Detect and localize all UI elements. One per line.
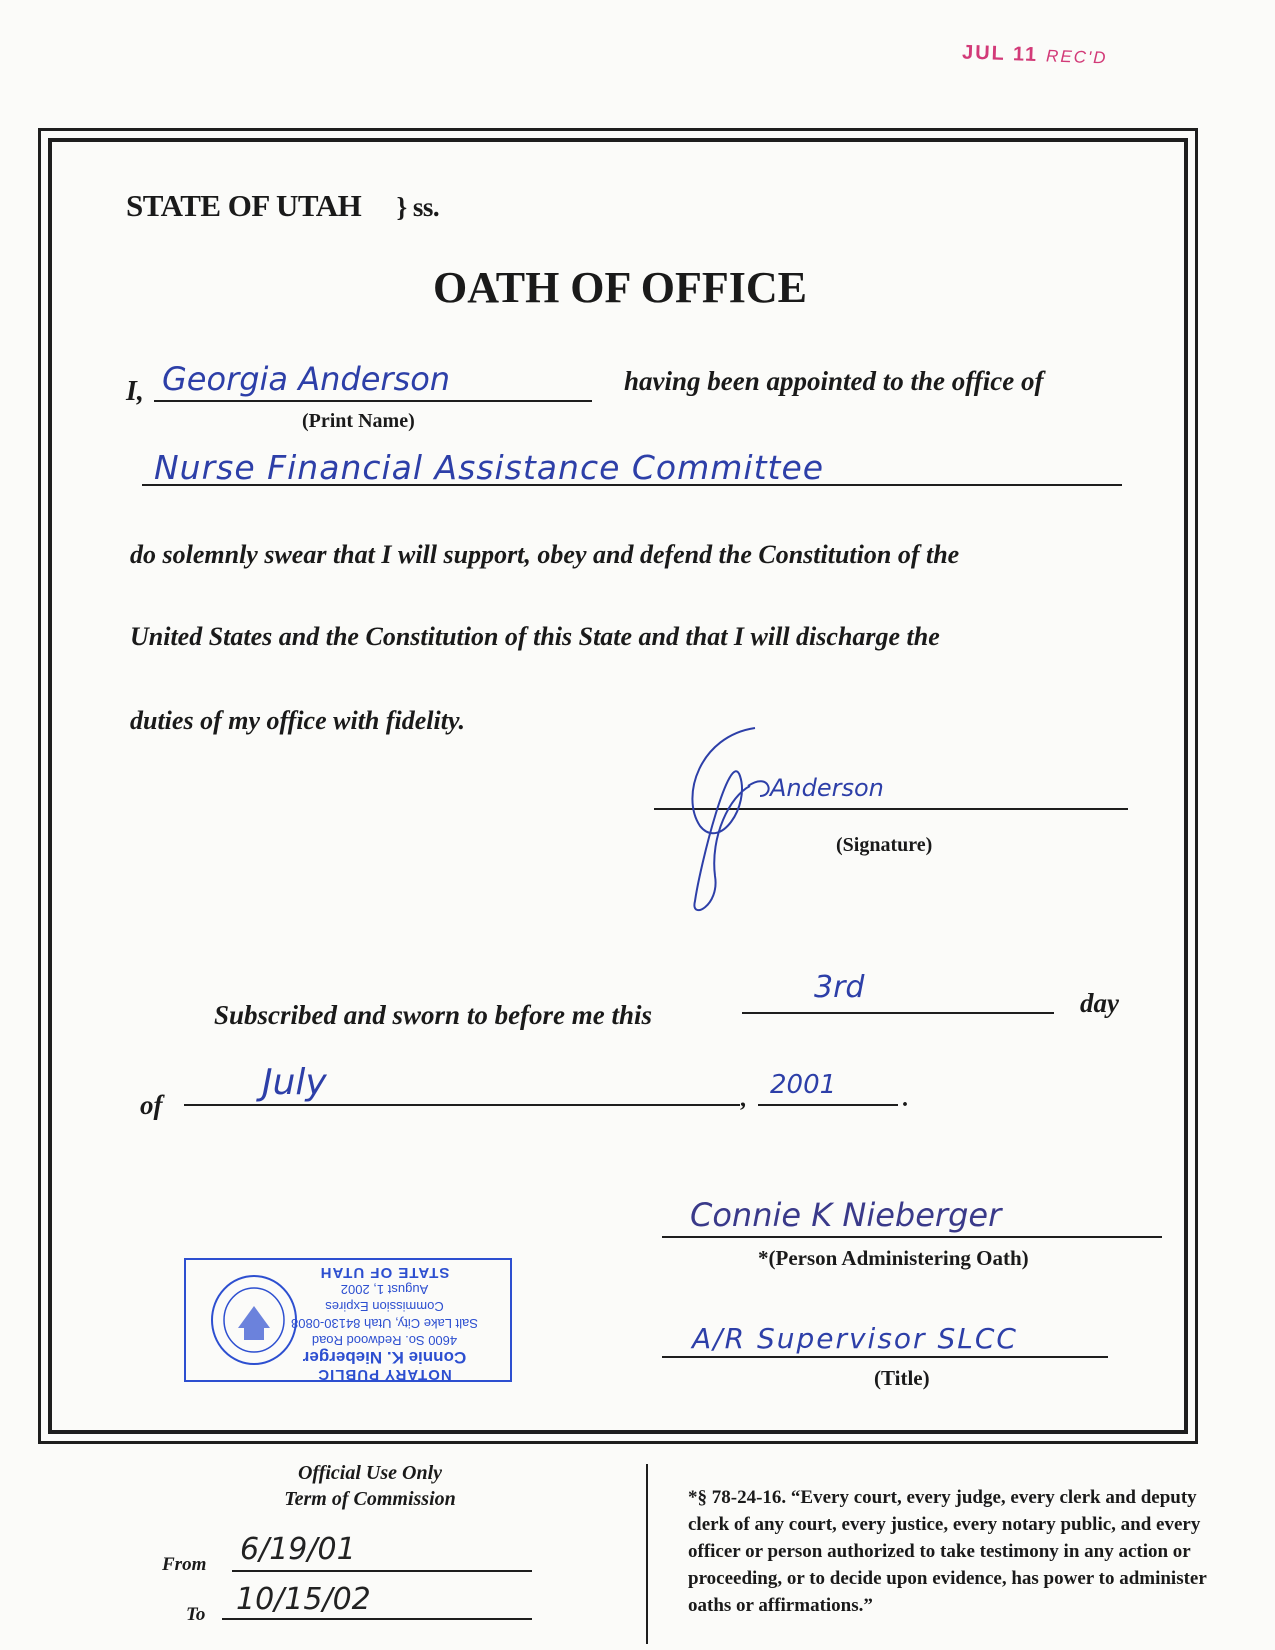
print-name-label: (Print Name) [302,410,415,432]
administrator-signature: Connie K Nieberger [690,1196,1002,1234]
commission-expires-date: August 1, 2002 [340,1282,429,1297]
name-handwritten: Georgia Anderson [162,360,451,398]
oath-line-2: United States and the Constitution of this State and that I will discharge the [130,622,940,651]
year-handwritten: 2001 [770,1070,837,1100]
notary-address-1: 4600 So. Redwood Road [311,1333,458,1348]
comma: , [740,1086,746,1112]
to-label: To [186,1604,206,1625]
inner-border [48,138,1188,1434]
from-handwritten: 6/19/01 [240,1532,356,1567]
commission-expires-label: Commission Expires [325,1299,444,1314]
day-label: day [1080,988,1119,1018]
to-line [222,1618,532,1620]
administrator-signature-line [662,1236,1162,1238]
title-handwritten: A/R Supervisor SLCC [692,1322,1018,1355]
ss-mark: } ss. [396,192,440,222]
notary-state: STATE OF UTAH [319,1264,450,1281]
document-title: OATH OF OFFICE [433,263,807,312]
year-line [758,1104,898,1106]
received-date: JUL 11 [961,41,1039,67]
notary-seal [184,1258,512,1382]
office-handwritten: Nurse Financial Assistance Committee [154,448,825,487]
day-line [742,1012,1054,1014]
period: . [902,1086,908,1112]
from-line [232,1570,532,1572]
statute-note: *§ 78-24-16. “Every court, every judge, every clerk and deputy clerk of any court, every justice, every notary public, and every officer or person authorized to take testimony in any action or proceeding, or to decide upon evidence, has power to administer oaths or affirmations.” [688,1487,1207,1616]
signature-scribble [660,716,960,916]
footer-divider [646,1464,648,1644]
to-handwritten: 10/15/02 [236,1582,371,1617]
name-line [154,400,592,402]
notary-address-2: Salt Lake City, Utah 84130-0808 [291,1316,478,1331]
i-prefix: I, [126,376,144,407]
received-stamp [962,41,1108,69]
day-handwritten: 3rd [814,970,865,1005]
oath-line-3: duties of my office with fidelity. [130,706,466,735]
term-of-commission-heading: Term of Commission [284,1488,456,1510]
official-use-heading: Official Use Only [297,1462,443,1484]
state-header [126,188,439,224]
oath-line-1: do solemnly swear that I will support, obey and defend the Constitution of the [130,540,960,569]
signature-handwritten: Anderson [770,774,884,802]
notary-public-label: NOTARY PUBLIC [317,1366,452,1383]
of-label: of [140,1090,163,1120]
notary-seal-text [272,1264,497,1383]
notary-name: Connie K. Nieberger [302,1348,467,1367]
administrator-label: *(Person Administering Oath) [758,1246,1029,1270]
state-name: STATE OF UTAH [126,188,362,223]
month-line [184,1104,740,1106]
from-label: From [162,1554,207,1575]
title-label: (Title) [874,1366,930,1390]
signature-label: (Signature) [836,834,933,856]
month-handwritten: July [262,1062,327,1103]
title-line [662,1356,1108,1358]
received-label: REC'D [1045,46,1108,68]
appointed-text: having been appointed to the office of [624,366,1044,396]
subscribed-text: Subscribed and sworn to before me this [214,1000,653,1030]
